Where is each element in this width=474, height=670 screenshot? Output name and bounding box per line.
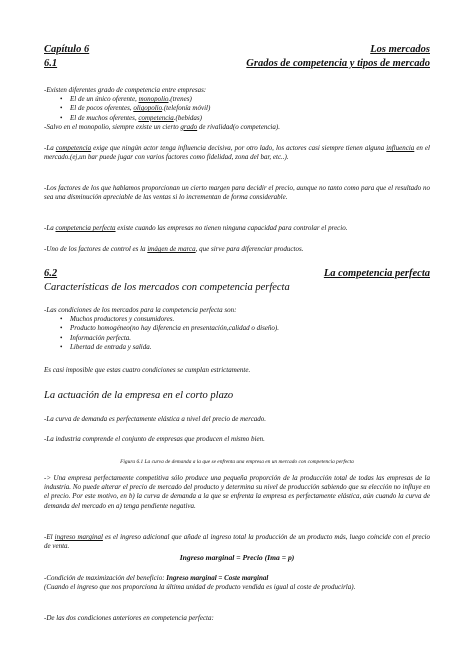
paragraph-factores: -Los factores de los que hablamos proporcionan un cierto margen para decidir el precio, aunque no tanto como para que el resultado no sea una disminución apreciable de las ventas si lo incrementan de forma considerable. [44,184,430,202]
paragraph-competencia: -La competencia exige que ningún actor tenga influencia decisiva, por otro lado, los actores casi siempre tienen alguna influencia en el mercado.(ej,un bar puede jugar con varios factores como fidelidad, zona del bar, etc..). [44,144,430,162]
subtitle-caracteristicas: Características de los mercados con competencia perfecta [44,282,290,293]
list-item: • El de muchos oferentes, competencia.(bebidas) [70,114,430,123]
section-title: Grados de competencia y tipos de mercado [246,58,430,69]
list-item: • El de un único oferente, monopolio.(trenes) [70,95,430,104]
paragraph-ingreso-marginal: -El ingreso marginal es el ingreso adicional que añade al ingreso total la producción de un producto más, luego coincide con el precio de venta. [44,533,431,551]
salvo-text: -Salvo en el monopolio, siempre existe un cierto grado de rivalidad(o competencia). [44,122,280,131]
conditions-list [44,315,430,352]
paragraph-imposible: Es casi imposible que estas cuatro condiciones se cumplan estrictamente. [44,366,251,374]
list-item: • Información perfecta. [70,334,430,343]
subtitle-corto-plazo: La actuación de la empresa en el corto plazo [44,390,234,401]
conditions-block: -Las condiciones de los mercados para la competencia perfecta son: • Muchos productores y consumidores. • Producto homogéneo(no hay diferencia en presentación,calidad o diseño). • Información perfecta. • Libertad de entrada y salida. [44,306,430,352]
section-6-1-header [44,58,430,70]
paragraph-empresa: -> Una empresa perfectamente competitiva sólo produce una pequeña proporción de la producción total de todas las empresas de la industria. No puede alterar el precio de mercado del producto y determina su nivel de producción sabiendo que su elección no influye en el precio. Por este motivo, en b) la curva de demanda a la que se enfrenta la empresa es perfectamente elástica, aún cuando la curva de demanda del mercado en a) tenga pendiente negativa. [44,474,430,510]
paragraph-dos-condiciones: -De las dos condiciones anteriores en competencia perfecta: [44,614,214,622]
paragraph-competencia-perfecta: -La competencia perfecta existe cuando las empresas no tienen ninguna capacidad para controlar el precio. [44,224,348,232]
chapter-number: Capítulo 6 [44,44,90,55]
formula-ingreso-marginal: Ingreso marginal = Precio (Ima = p) [179,553,295,562]
section-number: 6.1 [44,58,58,69]
list-item: • Producto homogéneo(no hay diferencia en presentación,calidad o diseño). [70,324,430,333]
list-item: • Libertad de entrada y salida. [70,343,430,352]
section-number: 6.2 [44,268,58,279]
list-item: • El de pocos oferentes, oligopolio.(telefonía móvil) [70,104,430,113]
section-6-2-header [44,268,430,280]
competition-degrees [44,86,430,132]
paragraph-curva: -La curva de demanda es perfectamente elástica a nivel del precio de mercado. [44,415,267,423]
paragraph-industria: -La industria comprende el conjunto de empresas que producen el mismo bien. [44,435,265,443]
figure-caption: Figura 6.1 La curva de demanda a la que se enfrenta una empresa en un mercado con competencia perfecta [120,459,354,465]
intro-text: -Existen diferentes grado de competencia entre empresas: [44,86,207,94]
list-item: • Muchos productores y consumidores. [70,315,430,324]
paragraph-imagen-marca: -Uno de los factores de control es la imágen de marca, que sirve para diferenciar productos. [44,245,304,253]
section-title: La competencia perfecta [323,268,430,279]
chapter-header [44,44,430,56]
chapter-title: Los mercados [370,44,430,55]
condition-block: -Condición de maximización del beneficio: Ingreso marginal = Coste marginal (Cuando el ingreso que nos proporciona la última unidad de producto vendida es igual al coste de producirla). [44,574,356,592]
degrees-list [44,95,430,123]
